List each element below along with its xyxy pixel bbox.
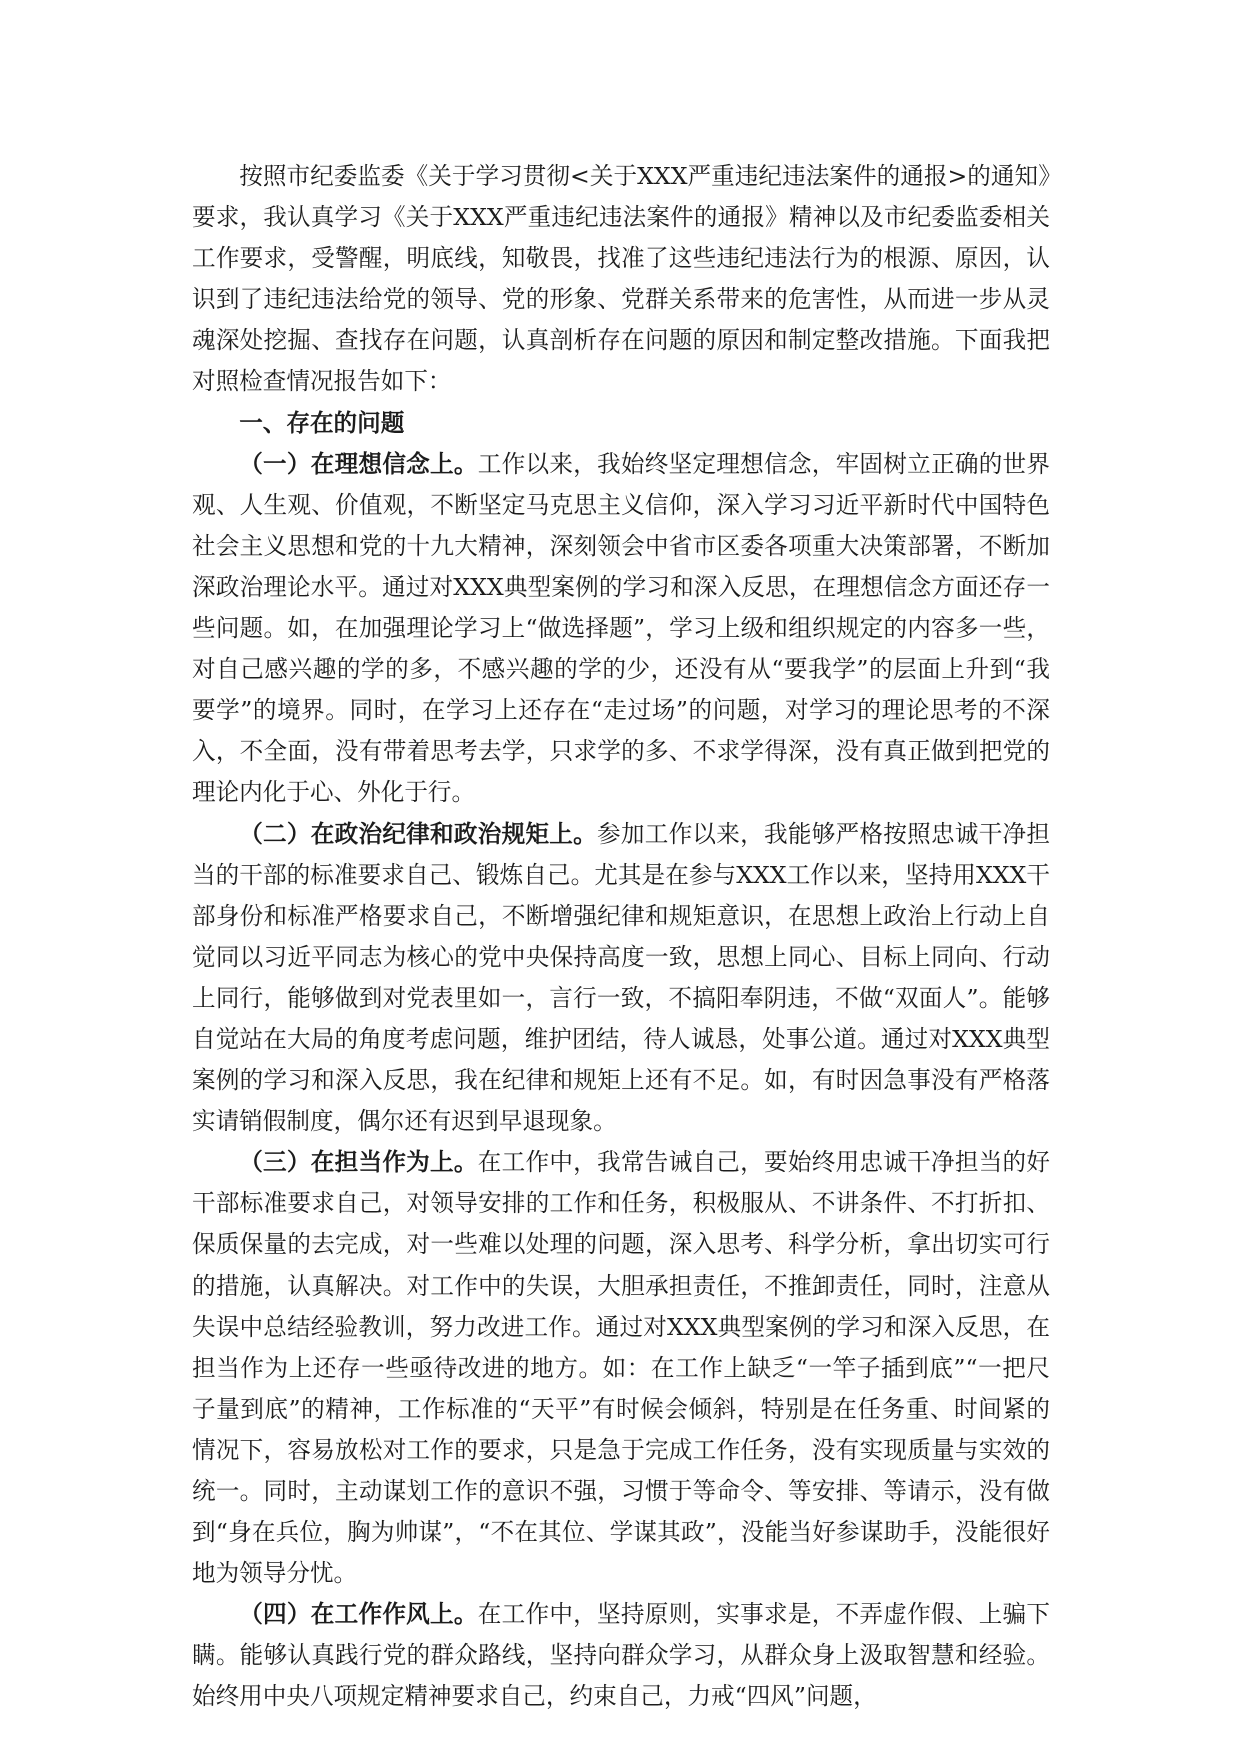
intro-paragraph: 按照市纪委监委《关于学习贯彻<关于XXX严重违纪违法案件的通报>的通知》要求，我认真学习《关于XXX严重违纪违法案件的通报》精神以及市纪委监委相关工作要求，受警醒，明底线，知敬畏，找准了这些违纪违法行为的根源、原因，认识到了违纪违法给党的领导、党的形象、党群关系带来的危害性，从而进一步从灵魂深处挖掘、查找存在问题，认真剖析存在问题的原因和制定整改措施。下面我把对照检查情况报告如下： [192,162,1050,396]
item-paragraph [192,814,1050,1143]
item-body: 在工作中，我常告诫自己，要始终用忠诚干净担当的好干部标准要求自己，对领导安排的工作和任务，积极服从、不讲条件、不打折扣、保质保量的去完成，对一些难以处理的问题，深入思考、科学分析，拿出切实可行的措施，认真解决。对工作中的失误，大胆承担责任，不推卸责任，同时，注意从失误中总结经验教训，努力改进工作。通过对XXX典型案例的学习和深入反思，在担当作为上还存一些亟待改进的地方。如：在工作上缺乏“一竿子插到底”“一把尺子量到底”的精神，工作标准的“天平”有时候会倾斜，特别是在任务重、时间紧的情况下，容易放松对工作的要求，只是急于完成工作任务，没有实现质量与实效的统一。同时，主动谋划工作的意识不强，习惯于等命令、等安排、等请示，没有做到“身在兵位，胸为帅谋”，“不在其位、学谋其政”，没能当好参谋助手，没能很好地为领导分忧。 [192,1148,1051,1588]
item-title: （三）在担当作为上。 [239,1148,478,1177]
item-paragraph [192,1142,1050,1594]
item-body: 在工作中，坚持原则，实事求是，不弄虚作假、上骗下瞒。能够认真践行党的群众路线，坚持向群众学习，从群众身上汲取智慧和经验。始终用中央八项规定精神要求自己，约束自己，力戒“四风”问题， [192,1600,1051,1711]
item-title: （四）在工作作风上。 [239,1600,478,1629]
item-body: 参加工作以来，我能够严格按照忠诚干净担当的干部的标准要求自己、锻炼自己。尤其是在参与XXX工作以来，坚持用XXX干部身份和标准严格要求自己，不断增强纪律和规矩意识，在思想上政治上行动上自觉同以习近平同志为核心的党中央保持高度一致，思想上同心、目标上同向、行动上同行，能够做到对党表里如一，言行一致，不搞阳奉阴违，不做“双面人”。能够自觉站在大局的角度考虑问题，维护团结，待人诚恳，处事公道。通过对XXX典型案例的学习和深入反思，我在纪律和规矩上还有不足。如，有时因急事没有严格落实请销假制度，偶尔还有迟到早退现象。 [192,819,1050,1136]
document-page [192,156,1050,1718]
item-title: （一）在理想信念上。 [239,449,478,478]
item-title: （二）在政治纪律和政治规矩上。 [239,819,598,848]
section-heading: 一、存在的问题 [239,408,405,437]
item-paragraph [192,444,1050,814]
item-body: 工作以来，我始终坚定理想信念，牢固树立正确的世界观、人生观、价值观，不断坚定马克思主义信仰，深入学习习近平新时代中国特色社会主义思想和党的十九大精神，深刻领会中省市区委各项重大决策部署，不断加深政治理论水平。通过对XXX典型案例的学习和深入反思，在理想信念方面还存一些问题。如，在加强理论学习上“做选择题”，学习上级和组织规定的内容多一些，对自己感兴趣的学的多，不感兴趣的学的少，还没有从“要我学”的层面上升到“我要学”的境界。同时，在学习上还存在“走过场”的问题，对学习的理论思考的不深入，不全面，没有带着思考去学，只求学的多、不求学得深，没有真正做到把党的理论内化于心、外化于行。 [192,449,1051,807]
item-paragraph [192,1594,1050,1717]
